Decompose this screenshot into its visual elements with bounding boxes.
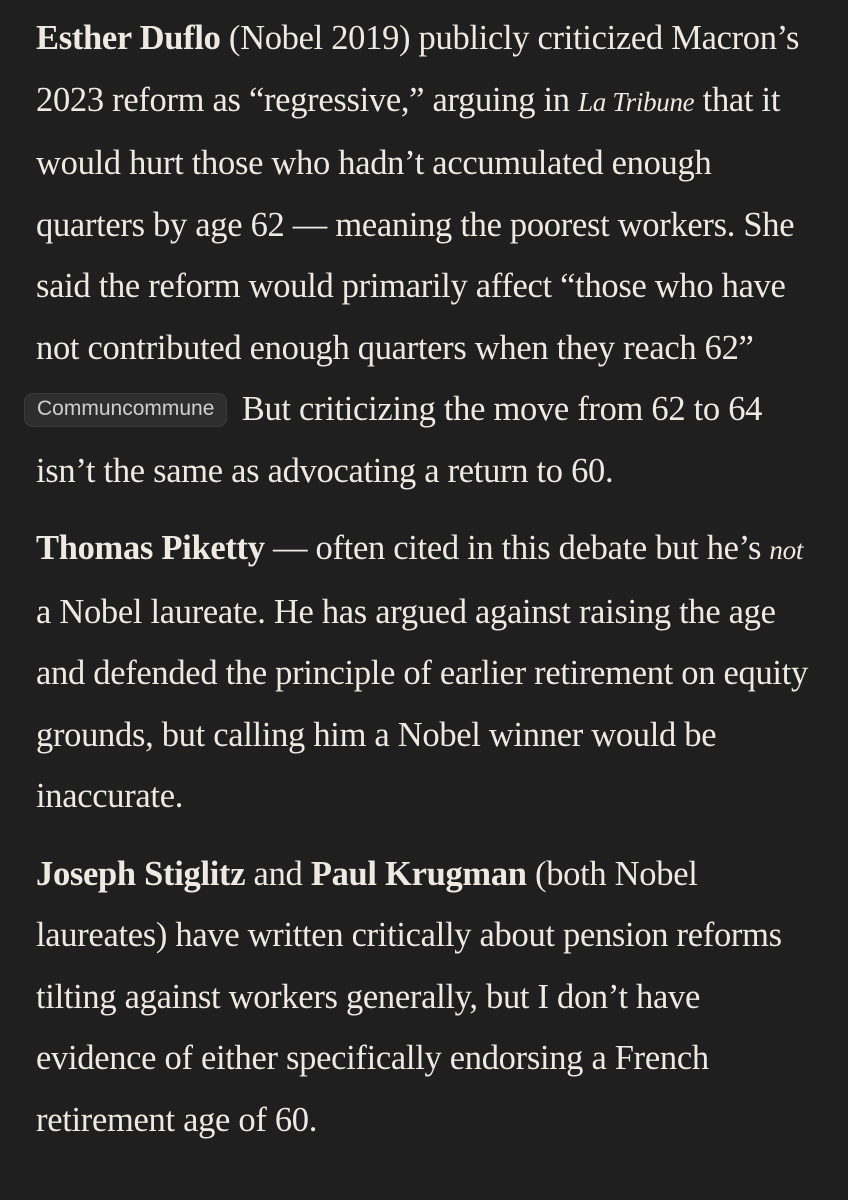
- name-thomas-piketty: Thomas Piketty: [36, 529, 265, 567]
- text-segment: — often cited in this debate but he’s: [264, 529, 770, 567]
- text-segment: (Nobel 2019) publicly criticized Macron’s 2023 reform as “regressive,” arguing in: [36, 19, 800, 119]
- text-segment: that it would hurt those who hadn’t accumulated enough quarters by age 62 — meaning the poorest workers. She said the reform would primarily affect “those who have not contributed enough quarters when they reach 62”: [36, 80, 795, 367]
- name-joseph-stiglitz: Joseph Stiglitz: [36, 854, 246, 893]
- message-content: [36, 8, 826, 1167]
- source-la-tribune: La Tribune: [578, 86, 695, 117]
- text-segment: and: [245, 854, 311, 893]
- text-segment: But criticizing the move from 62 to 64 isn’t the same as advocating a return to 60.: [36, 390, 763, 490]
- paragraph-duflo: [36, 8, 826, 502]
- paragraph-piketty: [36, 518, 826, 828]
- emphasis-not: not: [769, 535, 804, 565]
- paragraph-stiglitz-krugman: [36, 844, 826, 1152]
- name-esther-duflo: Esther Duflo: [36, 19, 221, 57]
- text-segment: (both Nobel laureates) have written critically about pension reforms tilting against workers generally, but I don’t have evidence of either specifically endorsing a French retirement age of 60.: [36, 854, 782, 1139]
- citation-chip[interactable]: Communcommune: [24, 393, 227, 427]
- text-segment: a Nobel laureate. He has argued against raising the age and defended the principle of earlier retirement on equity grounds, but calling him a Nobel winner would be inaccurate.: [36, 592, 808, 815]
- name-paul-krugman: Paul Krugman: [310, 854, 527, 893]
